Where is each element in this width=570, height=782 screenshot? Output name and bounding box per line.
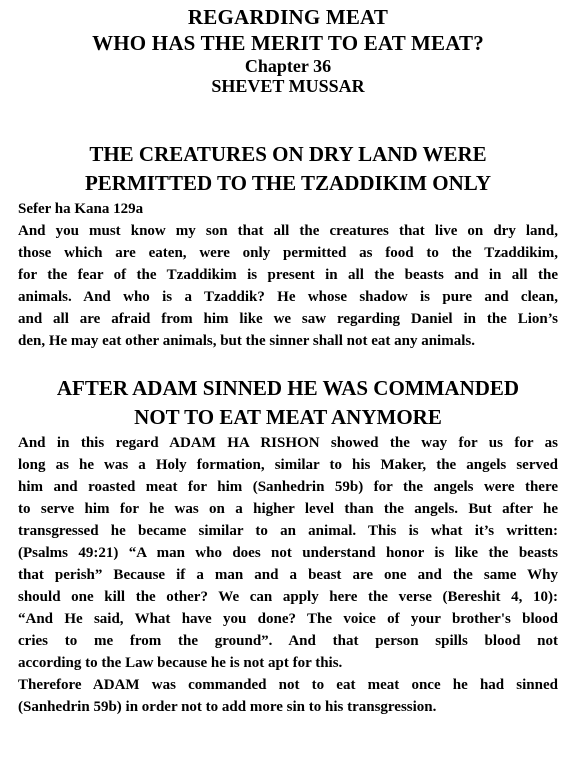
text-line: to serve him for he was on a higher level than the angels. But after he (18, 501, 558, 517)
book-label: SHEVET MUSSAR (211, 76, 365, 96)
text-line: And you must know my son that all the creatures that live on dry land, (18, 223, 558, 239)
text-line: for the fear of the Tzaddikim is present in all the beasts and in all the (18, 267, 558, 283)
section2-heading-line-2: NOT TO EAT MEAT ANYMORE (134, 405, 442, 429)
text-line: should one kill the other? We can apply here the verse (Bereshit 4, 10): (18, 589, 558, 605)
chapter-label: Chapter 36 (244, 56, 332, 76)
text-line: animals. And who is a Tzaddik? He whose shadow is pure and clean, (18, 289, 558, 305)
text-line: “And He said, What have you done? The voice of your brother's blood (18, 611, 558, 627)
spacer (18, 352, 558, 374)
text-line: (Psalms 49:21) “A man who does not understand honor is like the beasts (18, 545, 558, 561)
section2-heading-line-1: AFTER ADAM SINNED HE WAS COMMANDED (56, 376, 520, 400)
text-line: those which are eaten, were only permitted as food to the Tzaddikim, (18, 245, 558, 261)
text-line: cries to me from the ground”. And that person spills blood not (18, 633, 558, 649)
text-line: long as he was a Holy formation, similar to his Maker, the angels served (18, 457, 558, 473)
section1-paragraph (18, 220, 558, 352)
text-line: den, He may eat other animals, but the sinner shall not eat any animals. (18, 333, 475, 349)
text-line: him and roasted meat for him (Sanhedrin 59b) for the angels were there (18, 479, 558, 495)
text-line: Therefore ADAM was commanded not to eat meat once he had sinned (18, 677, 558, 693)
text-line: And in this regard ADAM HA RISHON showed the way for us for as (18, 435, 558, 451)
section1-heading-line-2: PERMITTED TO THE TZADDIKIM ONLY (84, 171, 492, 195)
section2-paragraph (18, 432, 558, 718)
section1-source: Sefer ha Kana 129a (18, 201, 144, 217)
text-line: transgressed he became similar to an animal. This is what it’s written: (18, 523, 558, 539)
title-line-1: REGARDING MEAT (187, 5, 389, 29)
text-line: according to the Law because he is not apt for this. (18, 655, 343, 671)
text-line: and all are afraid from him like we saw regarding Daniel in the Lion’s (18, 311, 558, 327)
text-line: (Sanhedrin 59b) in order not to add more sin to his transgression. (18, 699, 437, 715)
text-line: that perish” Because if a man and a beast are one and the same Why (18, 567, 558, 583)
section1-heading-line-1: THE CREATURES ON DRY LAND WERE (89, 142, 487, 166)
spacer (18, 96, 558, 140)
title-line-2: WHO HAS THE MERIT TO EAT MEAT? (92, 31, 484, 55)
